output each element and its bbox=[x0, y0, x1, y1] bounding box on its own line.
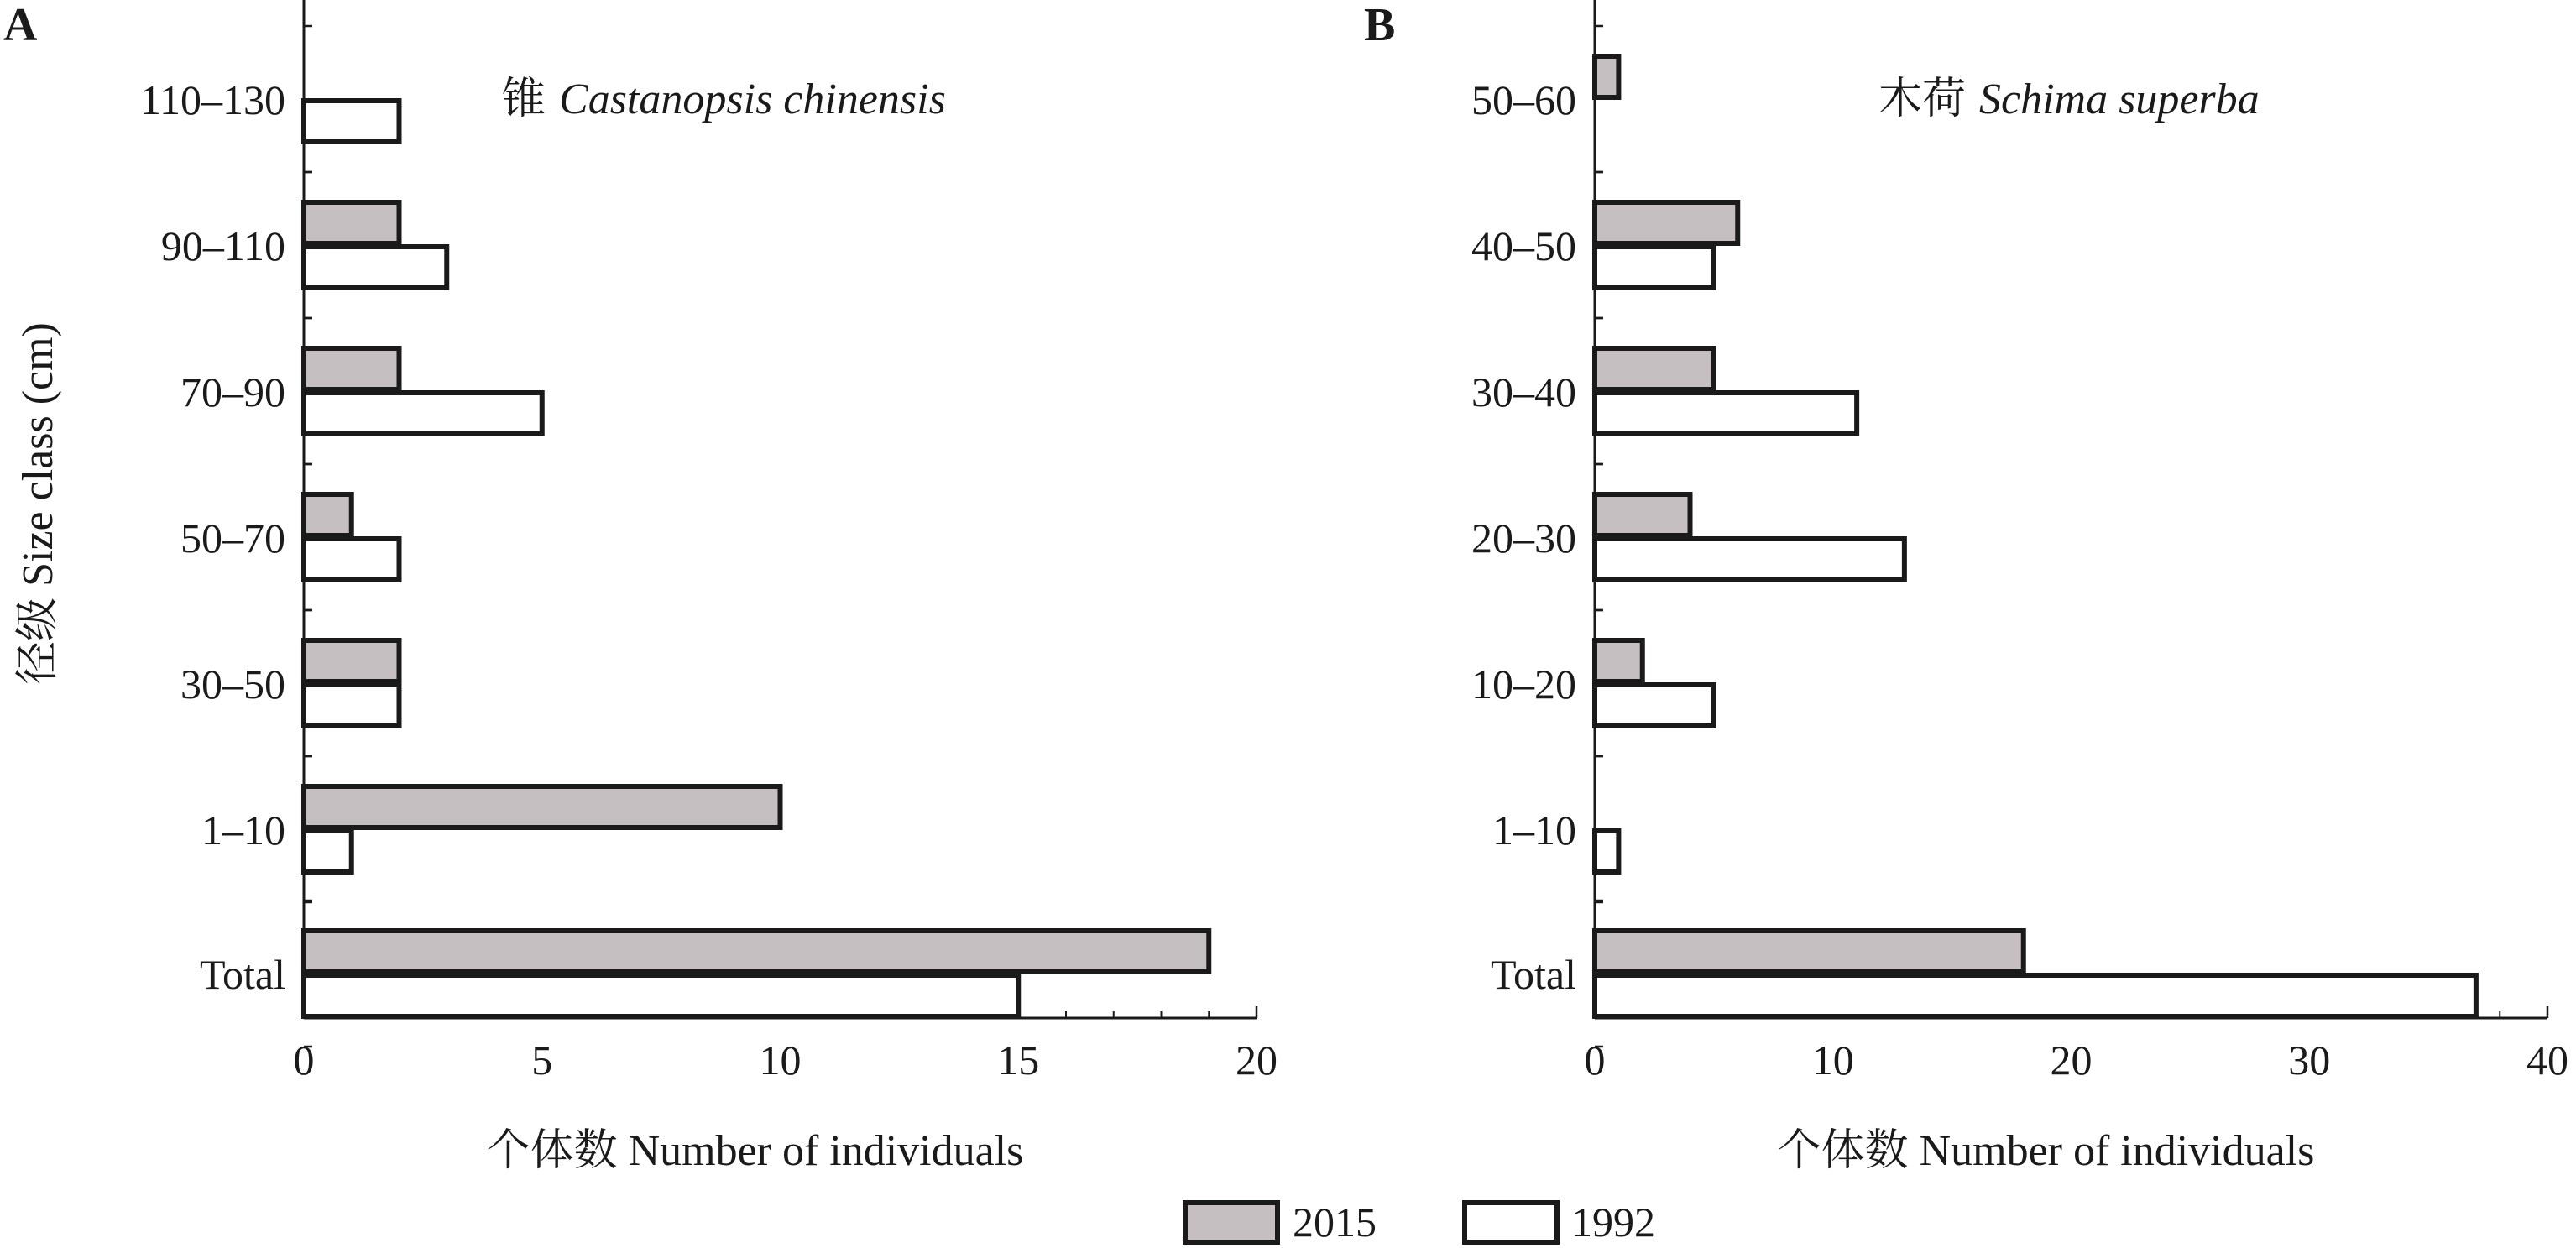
chart-title-latin: Castanopsis chinensis bbox=[559, 76, 946, 123]
bar-1992-6 bbox=[1595, 975, 2476, 1016]
bar-1992-3 bbox=[1595, 539, 1905, 580]
bar-1992-5 bbox=[304, 831, 352, 872]
bar-2015-4 bbox=[304, 640, 400, 681]
category-label: 40–50 bbox=[1471, 222, 1576, 269]
chart-title bbox=[502, 76, 946, 123]
category-label: 50–60 bbox=[1471, 76, 1576, 123]
bar-2015-5 bbox=[304, 786, 781, 828]
bar-2015-2 bbox=[304, 348, 400, 389]
bar-1992-0 bbox=[304, 101, 400, 142]
bar-1992-2 bbox=[1595, 393, 1857, 434]
bar-2015-3 bbox=[1595, 494, 1690, 535]
bar-1992-5 bbox=[1595, 831, 1618, 872]
x-tick-label: 30 bbox=[2288, 1037, 2331, 1084]
bar-1992-6 bbox=[304, 975, 1018, 1016]
legend-label: 2015 bbox=[1293, 1198, 1377, 1245]
x-tick-label: 5 bbox=[531, 1037, 553, 1084]
category-label: 1–10 bbox=[1492, 807, 1576, 854]
x-tick-label: 10 bbox=[759, 1037, 802, 1084]
legend-swatch-1992 bbox=[1465, 1203, 1557, 1242]
x-tick-label: 15 bbox=[997, 1037, 1040, 1084]
legend-label: 1992 bbox=[1571, 1198, 1655, 1245]
category-label: Total bbox=[199, 951, 285, 998]
bar-1992-1 bbox=[304, 247, 447, 288]
legend-swatch-2015 bbox=[1185, 1203, 1278, 1242]
category-label: 20–30 bbox=[1471, 514, 1576, 561]
x-tick-label: 40 bbox=[2526, 1037, 2568, 1084]
category-label: 110–130 bbox=[139, 76, 285, 123]
x-axis-title: 个体数 Number of individuals bbox=[1777, 1127, 2315, 1175]
bar-1992-4 bbox=[304, 685, 400, 726]
panel-a bbox=[3, 0, 1278, 1175]
category-label: 70–90 bbox=[180, 368, 285, 415]
panel-b bbox=[1364, 0, 2568, 1175]
bar-1992-4 bbox=[1595, 685, 1714, 726]
category-label: Total bbox=[1490, 951, 1576, 998]
bar-2015-2 bbox=[1595, 348, 1714, 389]
bar-2015-1 bbox=[1595, 202, 1737, 243]
bar-1992-3 bbox=[304, 539, 400, 580]
category-label: 10–20 bbox=[1471, 661, 1576, 708]
y-axis-title: 径级 Size class (cm) bbox=[14, 322, 62, 685]
chart-title-latin: Schima superba bbox=[1979, 76, 2260, 123]
x-tick-label: 0 bbox=[1584, 1037, 1606, 1084]
bar-1992-2 bbox=[304, 393, 542, 434]
category-label: 30–50 bbox=[180, 661, 285, 708]
x-tick-label: 10 bbox=[1811, 1037, 1854, 1084]
x-axis-title: 个体数 Number of individuals bbox=[486, 1127, 1024, 1175]
bar-2015-4 bbox=[1595, 640, 1643, 681]
chart-title bbox=[1878, 76, 2260, 123]
x-tick-label: 0 bbox=[293, 1037, 315, 1084]
bar-2015-3 bbox=[304, 494, 352, 535]
bar-2015-0 bbox=[1595, 56, 1618, 97]
bar-1992-1 bbox=[1595, 247, 1714, 288]
x-tick-label: 20 bbox=[1236, 1037, 1278, 1084]
bar-2015-6 bbox=[304, 931, 1209, 972]
x-tick-label: 20 bbox=[2050, 1037, 2093, 1084]
bar-2015-1 bbox=[304, 202, 400, 243]
panel-letter: B bbox=[1364, 0, 1396, 51]
category-label: 50–70 bbox=[180, 514, 285, 561]
legend bbox=[1185, 1198, 1655, 1245]
bar-2015-6 bbox=[1595, 931, 2024, 972]
category-label: 90–110 bbox=[160, 222, 285, 269]
panel-letter: A bbox=[3, 0, 38, 51]
category-label: 1–10 bbox=[201, 807, 285, 854]
chart-title-cn: 木荷 bbox=[1878, 76, 1967, 123]
chart-title-cn: 锥 bbox=[502, 76, 546, 123]
category-label: 30–40 bbox=[1471, 368, 1576, 415]
